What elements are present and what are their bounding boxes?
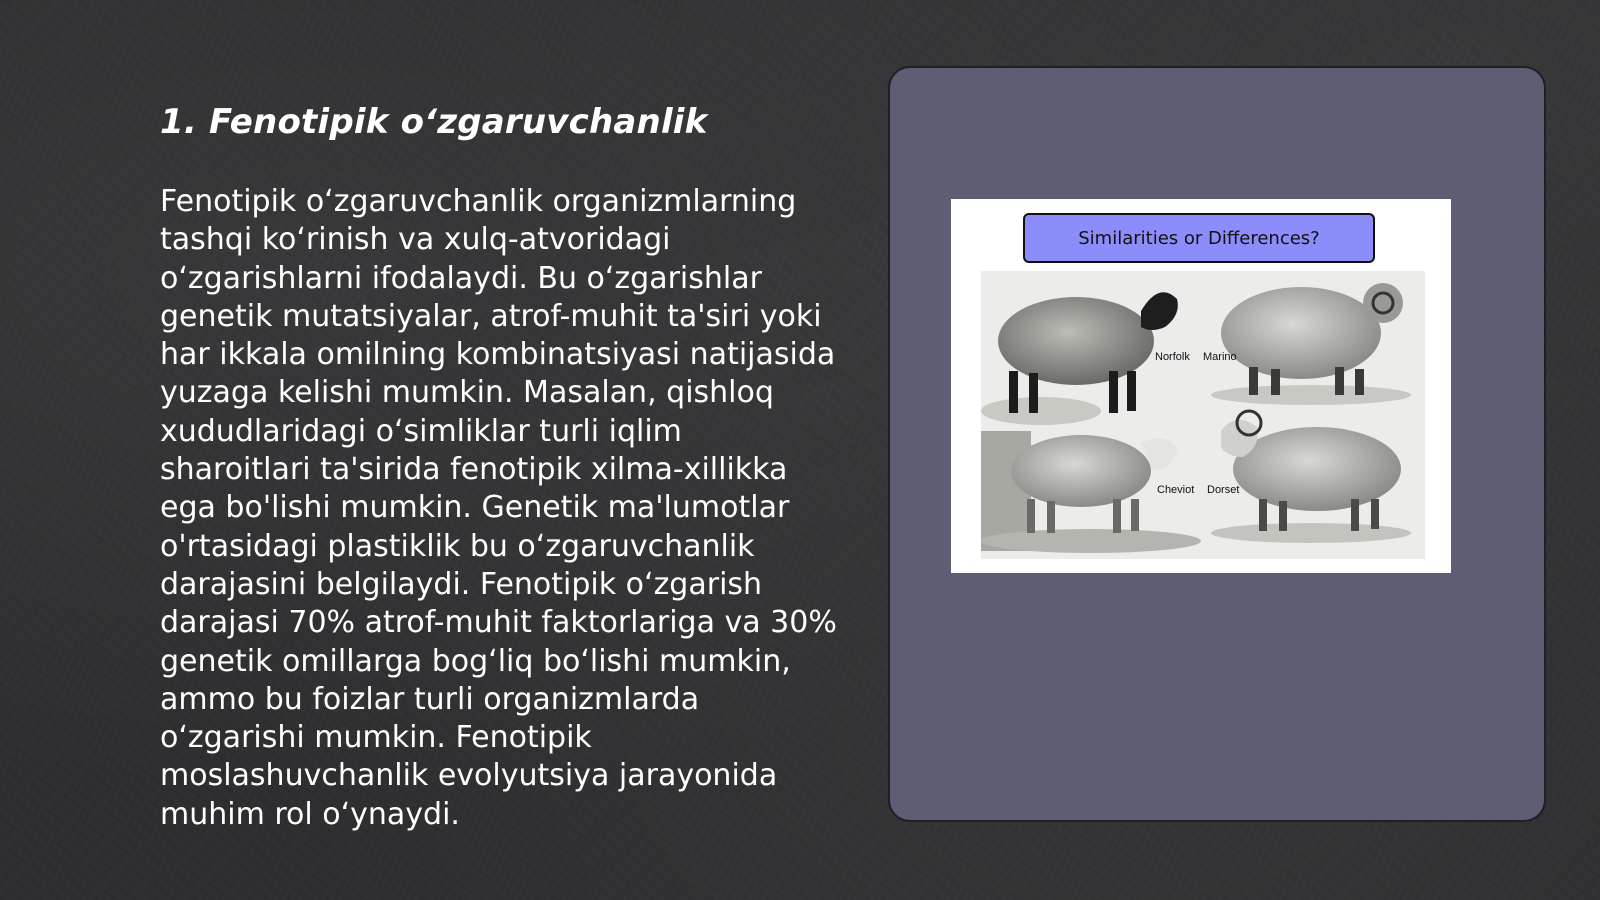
sheep-drawings [981,271,1425,559]
label-norfolk: Norfolk [1155,351,1190,363]
label-dorset: Dorset [1207,484,1240,496]
sheep-illustration [981,271,1425,559]
sheep-breeds-figure [951,199,1451,573]
label-marino: Marino [1203,351,1237,363]
slide-title: 1. Fenotipik o‘zgaruvchanlik [160,102,708,142]
label-cheviot: Cheviot [1157,484,1195,496]
image-panel [888,66,1546,822]
norfolk-sheep [981,292,1178,425]
figure-banner: Similarities or Differences? [1023,213,1375,263]
marino-sheep [1211,283,1411,405]
slide-body-text: Fenotipik o‘zgaruvchanlik organizmlarning tashqi ko‘rinish va xulq-atvoridagi o‘zgarishlarni ifodalaydi. Bu o‘zgarishlar genetik mutatsiyalar, atrof-muhit ta'siri yoki har ikkala omilning kombinatsiyasi natijasida yuzaga kelishi mumkin. Masalan, qishloq xududlaridagi o‘simliklar turli iqlim sharoitlari ta'sirida fenotipik xilma-xillikka ega bo'lishi mumkin. Genetik ma'lumotlar o'rtasidagi plastiklik bu o‘zgaruvchanlik darajasini belgilaydi. Fenotipik o‘zgarish darajasi 70% atrof-muhit faktorlariga va 30% genetik omillarga bog‘liq bo‘lishi mumkin, ammo bu foizlar turli organizmlarda o‘zgarishi mumkin. Fenotipik moslashuvchanlik evolyutsiya jarayonida muhim rol o‘ynaydi. [160,184,837,832]
dorset-sheep [1211,411,1411,543]
